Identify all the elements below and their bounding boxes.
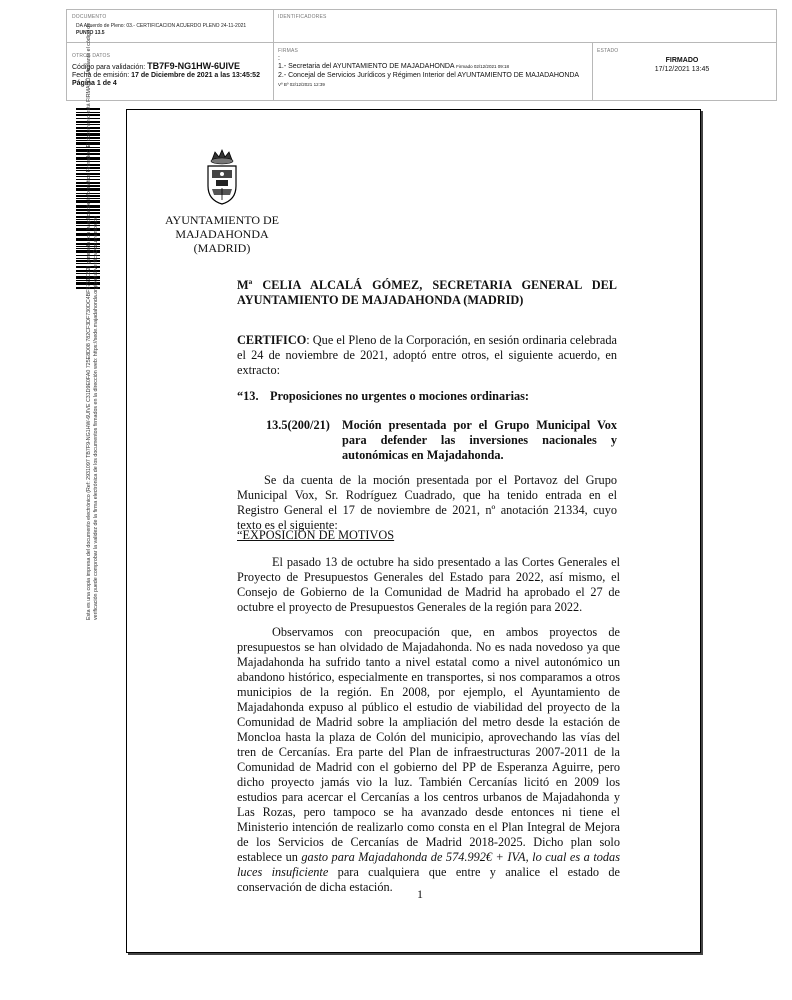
header-divider-h [66,42,776,43]
firma-1-date: Firmado 02/12/2021 09:18 [456,64,509,69]
item-heading [237,389,529,404]
documento-line-1: DA Acuerdo de Pleno: 03.- CERTIFICACION ACUERDO PLENO 24-11-2021 [76,23,247,29]
firma-1 [278,63,509,72]
documento-line-2: PUNTO 13.5 [76,30,105,36]
sub-title: Moción presentada por el Grupo Municipal Vox para defender las inversiones nacionales y autonómicas en Majadahonda. [342,418,617,462]
document-page [126,109,701,953]
intro-paragraph: Se da cuenta de la moción presentada por el Portavoz del Grupo Municipal Vox, Sr. Rodríguez Cuadrado, que ha tenido entrada en el Registro General el 17 de noviembre de 2021, nº anotación 21334, cuyo texto es el siguiente: [237,473,617,532]
header-divider-v2 [592,43,593,100]
paragraph-2-end: para cualquiera que entre y analice el estado de conservación de dicha estación. [237,865,621,894]
firmas-dot: : [278,55,280,62]
heading [237,278,617,308]
certifico-text: : Que el Pleno de la Corporación, en sesión ordinaria celebrada el 24 de noviembre de 2021, adoptó entre otros, el siguiente acuerdo, en extracto: [237,333,617,377]
estado-date: 17/12/2021 13:45 [654,66,710,73]
documento-caption: DOCUMENTO [72,14,107,20]
paragraph-2 [237,625,620,895]
firma-1-text: 1.- Secretaria del AYUNTAMIENTO DE MAJADAHONDA [278,63,455,70]
paragraph-1: El pasado 13 de octubre ha sido presentado a las Cortes Generales el Proyecto de Presupuestos Generales del Estado para 2022, así mismo, el Consejo de Gobierno de la Comunidad de Madrid ha aprobado el 27 de octubre el proyecto de Presupuestos Generales de la región para 2022. [237,555,620,614]
heading-line-1: Mª CELIA ALCALÁ GÓMEZ, SECRETARIA GENERAL DEL [237,278,617,292]
side-text-line-1: Esta es una copia impresa del documento electrónico (Ref: 2931097 TB7F9-NG1HW-6UIVE C31D9E0FA0 725E8D08 782CF3DF730DC4BF5751CB2) generada con la aplicación informática Firmadoc. El documento está FIRMADO. Mediante el código de [86,22,92,620]
side-verification-text [86,0,99,620]
estado-caption: ESTADO [597,48,619,54]
paragraph-2-text: Observamos con preocupación que, en ambos proyectos de presupuestos se han olvidado de Majadahonda. No es nada novedoso ya que Majadahonda ha sufrido tanto a nivel estatal como a nivel autonómico un abandono histórico, especialmente en transportes, si nos comparamos a otros municipios de la región. En 2008, por ejemplo, el Ayuntamiento de Majadahonda expuso al público el estudio de viabilidad del proyecto de la Comunidad de Madrid sobre la ampliación del metro desde la estación de Moncloa hasta la plaza de Colón del municipio, aprovechando las vías del tren de Cercanías. Era parte del Plan de infraestructuras 2007-2011 de la Comunidad de Madrid con el gobierno del PP de Esperanza Aguirre, pero dicho proyecto jamás vio la luz. También Cercanías licitó en 2009 los estudios para acercar el Cercanías a los centros urbanos de Majadahonda y Las Rozas, pero tampoco se ha avanzado desde entonces ni tiene el Ministerio intención de realizarlo como consta en el Plan Integral de Mejora de los Servicios de Cercanías de Madrid 2018-2025. Dicho plan solo establece un [237,625,620,864]
fecha-value: 17 de Diciembre de 2021 a las 13:45:52 [131,72,260,79]
certifico-paragraph [237,333,617,378]
sub-number: 13.5(200/21) [266,418,330,432]
otros-datos-caption: OTROS DATOS [72,53,111,59]
pagina-label: Página 1 de 4 [72,80,117,87]
item-title: Proposiciones no urgentes o mociones ordinarias: [270,389,530,403]
estado-value: FIRMADO [665,57,699,64]
org-name [157,213,287,255]
org-line-3: (MADRID) [193,241,251,255]
side-text-line-2: verificación puede comprobar la validez de la firma electrónica de los documentos firmados en la dirección web: https://sede.majadahonda.org/portal/verificaDocumentos.do [92,216,99,620]
firmas-caption: FIRMAS [278,48,299,54]
org-line-2: MAJADAHONDA [175,227,269,241]
org-line-1: AYUNTAMIENTO DE [164,213,280,227]
identificadores-caption: IDENTIFICADORES [278,14,327,20]
header-divider-v1 [273,9,274,100]
firma-2: 2.- Concejal de Servicios Jurídicos y Régimen Interior del AYUNTAMIENTO DE MAJADAHONDA [278,72,580,79]
coat-of-arms-icon [203,148,241,206]
certifico-label: CERTIFICO [237,333,307,347]
codigo-label: Código para validación: [72,64,146,71]
firma-2-date: Vº Bº 02/12/2021 12:39 [278,82,325,87]
paragraph-2-italic: gasto para Majadahonda de 574.992€ + IVA, lo cual es a todas luces insuficiente [237,850,620,879]
heading-line-2: AYUNTAMIENTO DE MAJADAHONDA (MADRID) [237,293,524,307]
page-number: 1 [417,887,423,901]
codigo-value: TB7F9-NG1HW-6UIVE [147,61,240,71]
item-number: “13. [237,389,259,403]
fecha-label: Fecha de emisión: [72,72,130,79]
exposicion-heading: “EXPOSICIÓN DE MOTIVOS [237,528,395,542]
